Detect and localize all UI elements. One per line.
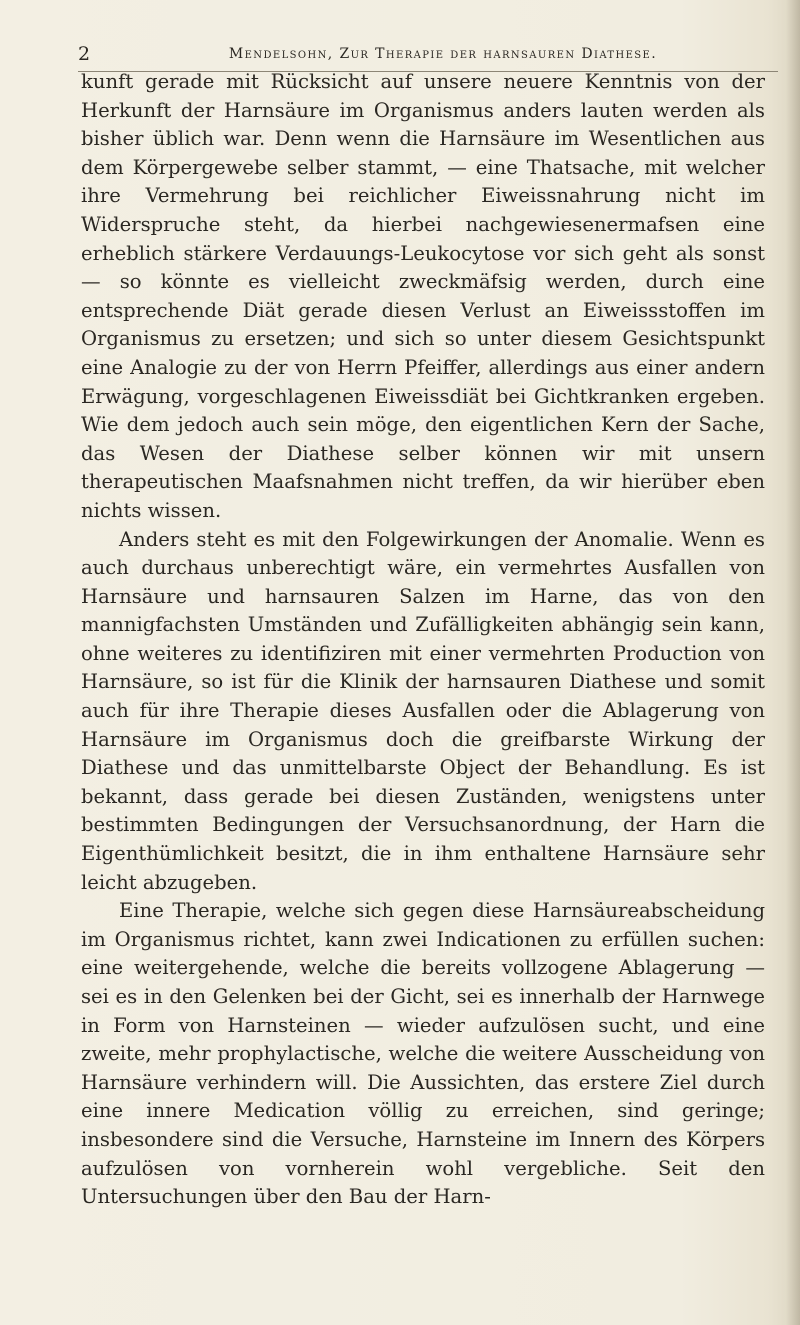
running-title: Mendelsohn, Zur Therapie der harnsauren Diathese. [228,46,658,62]
paragraph-1: kunft gerade mit Rücksicht auf unsere neuere Kenntnis von der Herkunft der Harnsäure im Organismus anders lauten werden als bisher üblich war. Denn wenn die Harnsäure im Wesentlichen aus dem Körpergewebe selber stammt, — eine Thatsache, mit welcher ihre Vermehrung bei reichlicher Eiweissnahrung nicht im Widerspruche steht, da hierbei nachgewiesenermafsen eine erheblich stärkere Verdauungs-Leukocytose vor sich geht als sonst — so könnte es vielleicht zweckmäfsig werden, durch eine entsprechende Diät gerade diesen Verlust an Eiweissstoffen im Organismus zu ersetzen; und sich so unter diesem Gesichtspunkt eine Analogie zu der von Herrn Pfeiffer, allerdings aus einer andern Erwägung, vorgeschlagenen Eiweissdiät bei Gichtkranken ergeben. Wie dem jedoch auch sein möge, den eigentlichen Kern der Sache, das Wesen der Diathese selber können wir mit unsern therapeutischen Maafsnahmen nicht treffen, da wir hierüber eben nichts wissen. [81,70,765,522]
page-header [78,42,778,68]
paragraph-2: Anders steht es mit den Folgewirkungen der Anomalie. Wenn es auch durchaus unberechtigt wäre, ein vermehrtes Ausfallen von Harnsäure und harnsauren Salzen im Harne, das von den mannigfachsten Umständen und Zufälligkeiten abhängig sein kann, ohne weiteres zu identifiziren mit einer vermehrten Production von Harnsäure, so ist für die Klinik der harnsauren Diathese und somit auch für ihre Therapie dieses Ausfallen oder die Ablagerung von Harnsäure im Organismus doch die greifbarste Wirkung der Diathese und das unmittelbarste Object der Behandlung. Es ist bekannt, dass gerade bei diesen Zuständen, wenigstens unter bestimmten Bedingungen der Versuchsanordnung, der Harn die Eigenthümlichkeit besitzt, die in ihm enthaltene Harnsäure sehr leicht abzugeben. [81,527,765,894]
body-text [81,68,765,1212]
page-edge-shadow [786,0,800,1325]
page-number: 2 [78,43,91,65]
paragraph-3: Eine Therapie, welche sich gegen diese Harnsäureabscheidung im Organismus richtet, kann zwei Indicationen zu erfüllen suchen: eine weitergehende, welche die bereits vollzogene Ablagerung — sei es in den Gelenken bei der Gicht, sei es innerhalb der Harnwege in Form von Harnsteinen — wieder aufzulösen sucht, und eine zweite, mehr prophylactische, welche die weitere Ausscheidung von Harnsäure verhindern will. Die Aussichten, das erstere Ziel durch eine innere Medication völlig zu erreichen, sind geringe; insbesondere sind die Versuche, Harnsteine im Innern des Körpers aufzulösen von vornherein wohl vergebliche. Seit den Untersuchungen über den Bau der Harn- [81,899,765,1209]
